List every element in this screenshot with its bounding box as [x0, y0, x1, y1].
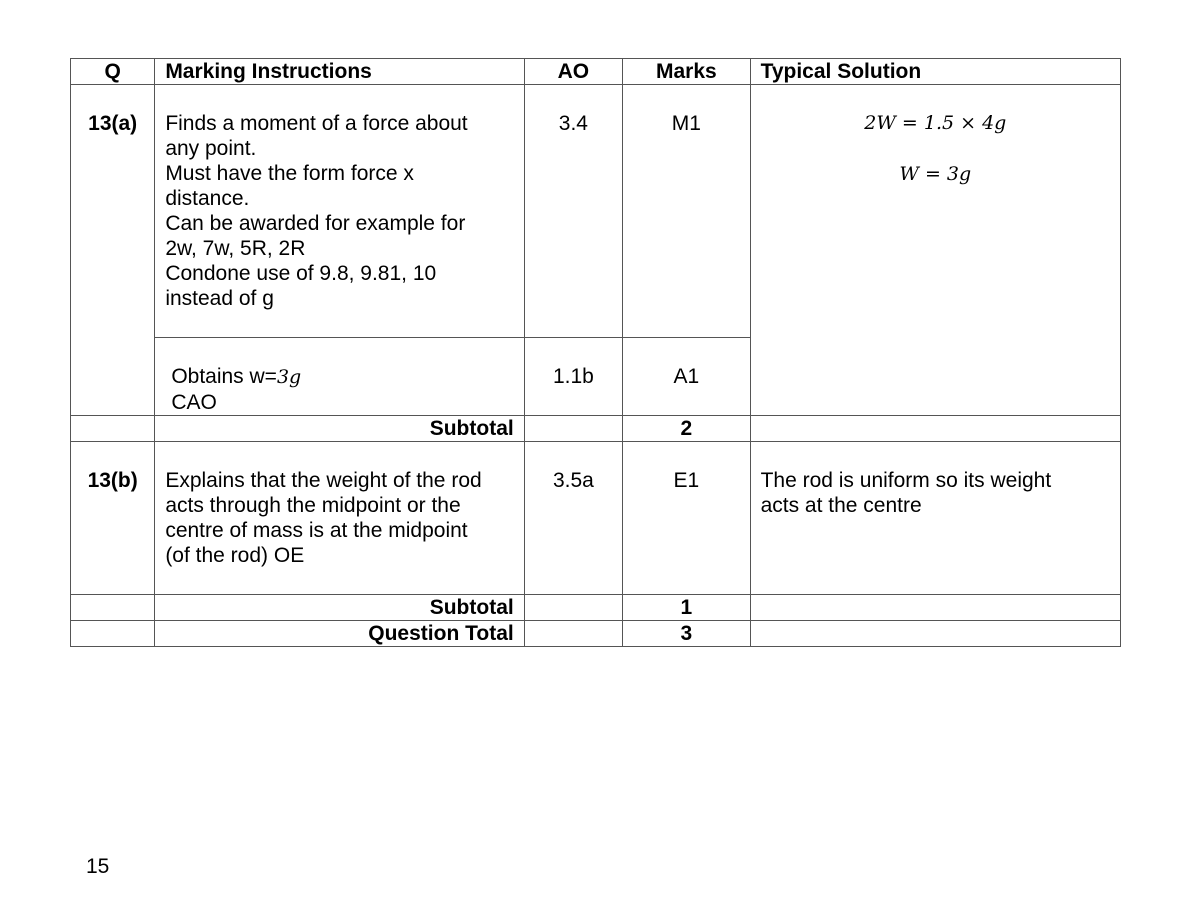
subtotal-marks: 2	[623, 416, 750, 442]
empty-cell	[750, 621, 1120, 647]
mark-scheme-table	[70, 58, 1121, 647]
header-ao: AO	[524, 59, 622, 85]
mark-e1: E1	[623, 442, 750, 595]
instruction-line: acts through the midpoint or the	[165, 494, 461, 517]
ao-e1: 3.5a	[524, 442, 622, 595]
instruction-line: (of the rod) OE	[165, 544, 305, 567]
subtotal-row-13a	[71, 416, 1121, 442]
subtotal-marks: 1	[623, 595, 750, 621]
marking-instruction-e1	[155, 442, 524, 595]
instruction-line: distance.	[165, 187, 250, 210]
table-row-13b-e1	[71, 442, 1121, 595]
header-marks: Marks	[623, 59, 750, 85]
header-typical-solution: Typical Solution	[750, 59, 1120, 85]
instruction-line: centre of mass is at the midpoint	[165, 519, 468, 542]
question-total-label: Question Total	[155, 621, 524, 647]
empty-cell	[71, 621, 155, 647]
instruction-line: Must have the form force x	[165, 162, 414, 185]
instruction-math: 3g	[276, 366, 302, 388]
page-number: 15	[86, 855, 110, 878]
instruction-line: 2w, 7w, 5R, 2R	[165, 237, 306, 260]
empty-cell	[71, 416, 155, 442]
question-label-13b: 13(b)	[71, 442, 155, 595]
subtotal-label: Subtotal	[155, 595, 524, 621]
mark-a1: A1	[623, 338, 750, 416]
subtotal-label: Subtotal	[155, 416, 524, 442]
empty-cell	[71, 595, 155, 621]
instruction-line: Explains that the weight of the rod	[165, 469, 482, 492]
question-total-marks: 3	[623, 621, 750, 647]
solution-line: The rod is uniform so its weight	[760, 469, 1052, 492]
header-q: Q	[71, 59, 155, 85]
header-marking-instructions: Marking Instructions	[155, 59, 524, 85]
table-row-13a-m1	[71, 85, 1121, 338]
instruction-line: any point.	[165, 137, 257, 160]
instruction-line: Finds a moment of a force about	[165, 112, 468, 135]
question-total-row	[71, 621, 1121, 647]
subtotal-row-13b	[71, 595, 1121, 621]
marking-instruction-m1	[155, 85, 524, 338]
empty-cell	[750, 595, 1120, 621]
instruction-line: Can be awarded for example for	[165, 212, 466, 235]
empty-cell	[524, 595, 622, 621]
header-row	[71, 59, 1121, 85]
solution-line: acts at the centre	[760, 494, 922, 517]
marking-instruction-a1	[155, 338, 524, 416]
empty-cell	[524, 416, 622, 442]
empty-cell	[750, 416, 1120, 442]
instruction-line: instead of g	[165, 287, 274, 310]
instruction-text: Obtains w=	[171, 365, 277, 388]
empty-cell	[524, 621, 622, 647]
ao-m1: 3.4	[524, 85, 622, 338]
mark-m1: M1	[623, 85, 750, 338]
ao-a1: 1.1b	[524, 338, 622, 416]
instruction-line: Condone use of 9.8, 9.81, 10	[165, 262, 437, 285]
solution-equation: W = 3g	[899, 163, 972, 185]
solution-equation: 2W = 1.5 × 4g	[864, 112, 1007, 134]
instruction-line	[171, 364, 523, 390]
instruction-line: CAO	[171, 391, 217, 414]
question-label-13a: 13(a)	[71, 85, 155, 416]
typical-solution-13a	[750, 85, 1120, 416]
typical-solution-13b	[750, 442, 1120, 595]
